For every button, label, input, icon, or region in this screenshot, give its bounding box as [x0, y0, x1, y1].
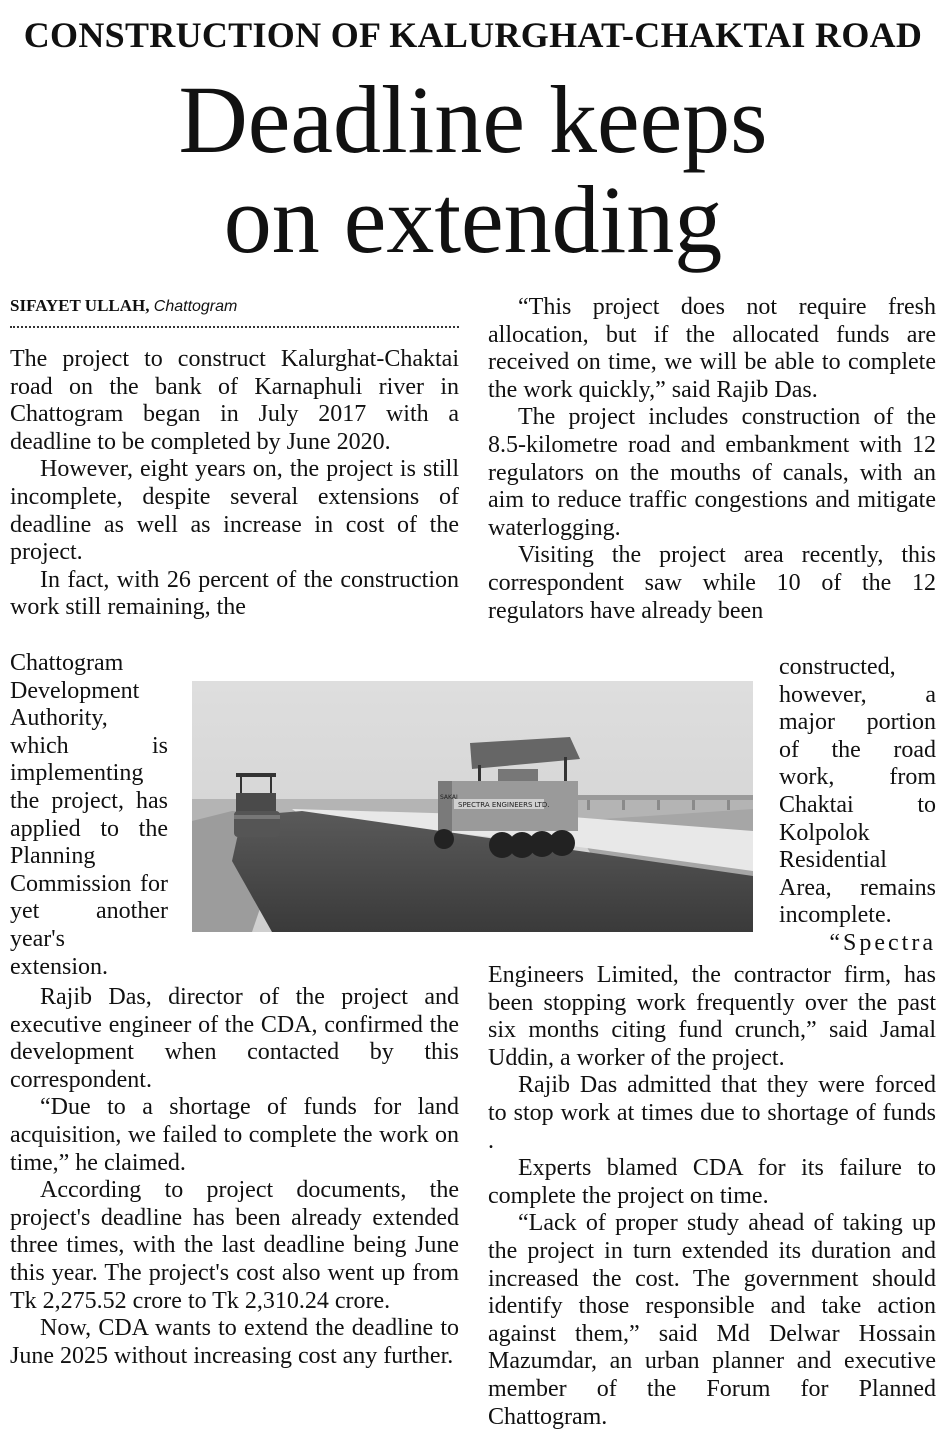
- paragraph: Experts blamed CDA for its failure to complete the project on time.: [488, 1155, 936, 1209]
- byline-location: Chattogram: [153, 298, 238, 315]
- kicker-heading: CONSTRUCTION OF KALURGHAT-CHAKTAI ROAD: [23, 15, 923, 55]
- byline-divider: [10, 326, 459, 328]
- paragraph: Rajib Das, director of the project and executive engineer of the CDA, confirmed the development when contacted by this correspondent.: [10, 984, 459, 1093]
- paragraph: constructed, however, a major portion of the road work, from Chaktai to Kolpolok Residential Area, remains incomplete.: [779, 654, 936, 929]
- left-column-bottom: [10, 984, 459, 1370]
- paragraph: Chattogram Development Authority, which is implementing the project, has applied to the Planning Commission for yet another year's extension.: [10, 650, 168, 980]
- paragraph: “Due to a shortage of funds for land acquisition, we failed to complete the work on time,” he claimed.: [10, 1094, 459, 1176]
- paragraph: However, eight years on, the project is still incomplete, despite several extensions of deadline as well as increase in cost of the project.: [10, 456, 459, 566]
- paragraph: “This project does not require fresh allocation, but if the allocated funds are received on time, we will be able to complete the work quickly,” said Rajib Das.: [488, 294, 936, 403]
- paragraph: According to project documents, the project's deadline has been already extended three times, with the last deadline being June this year. The project's cost also went up from Tk 2,275.52 crore to Tk 2,310.24 crore.: [10, 1177, 459, 1314]
- left-column-top: [10, 346, 459, 622]
- paragraph: The project to construct Kalurghat-Chaktai road on the bank of Karnaphuli river in Chattogram began in July 2017 with a deadline to be completed by June 2020.: [10, 346, 459, 455]
- byline: [10, 296, 237, 316]
- road-construction-photo: [192, 681, 753, 932]
- paragraph: In fact, with 26 percent of the construction work still remaining, the: [10, 566, 459, 621]
- paragraph: The project includes construction of the 8.5-kilometre road and embankment with 12 regulators on the mouths of canals, with an aim to reduce traffic congestions and mitigate waterlogging.: [488, 404, 936, 541]
- roller-brand: SAKAI: [440, 794, 458, 801]
- left-column-wrap: [10, 650, 168, 981]
- headline-line-2: on extending: [223, 166, 723, 273]
- paragraph: “Lack of proper study ahead of taking up the project in turn extended its duration and increased the cost. The government should identify those responsible and take action against them,” said Md Delwar Hossain Mazumdar, an urban planner and executive member of the Forum for Planned Chattogram.: [488, 1210, 936, 1430]
- paragraph: Now, CDA wants to extend the deadline to June 2025 without increasing cost any further.: [10, 1315, 459, 1369]
- roller-label: SPECTRA ENGINEERS LTD.: [458, 801, 550, 809]
- byline-author: SIFAYET ULLAH,: [10, 296, 150, 315]
- paragraph: Rajib Das admitted that they were forced to stop work at times due to shortage of funds .: [488, 1072, 936, 1154]
- photo-illustration: [192, 681, 753, 932]
- right-column-top: [488, 294, 936, 625]
- paragraph: “Spectra: [829, 929, 936, 956]
- headline: [0, 66, 946, 273]
- headline-line-1: Deadline keeps: [178, 66, 768, 173]
- right-column-wrap: [779, 654, 936, 958]
- right-column-bottom: [488, 962, 936, 1431]
- paragraph: Visiting the project area recently, this correspondent saw while 10 of the 12 regulators have already been: [488, 542, 936, 624]
- paragraph: Engineers Limited, the contractor firm, has been stopping work frequently over the past six months citing fund crunch,” said Jamal Uddin, a worker of the project.: [488, 962, 936, 1071]
